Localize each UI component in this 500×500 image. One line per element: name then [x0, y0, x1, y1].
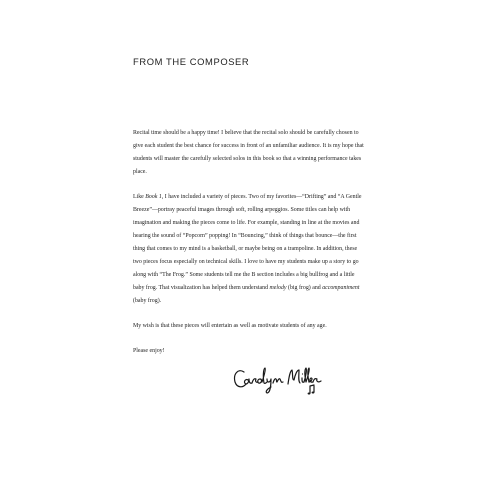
body-paragraph — [133, 191, 365, 308]
letter-body — [133, 127, 365, 370]
italic-text: melody — [269, 285, 287, 291]
paragraph-text: Please enjoy! — [133, 348, 165, 354]
signature — [232, 362, 324, 400]
italic-text: accompaniment — [322, 285, 360, 291]
paragraph-text: , I have included a variety of pieces. Two of my favorites—“Drifting” and “A Gentle Breeze”—portray peaceful images through soft, rolling arpeggios. Some titles can help with imagination and making the pieces come to life. For example, standing in line at the movies and hearing the sound of “Popcorn” popping! In “Bouncing,” think of things that bounce—the first thing that comes to my mind is a basketball, or maybe being on a trampoline. In addition, these two pieces focus especially on technical skills. I love to have my students make up a story to go along with “The Frog.” Some students tell me the B section includes a big bullfrog and a little baby frog. That visualization has helped them understand — [133, 194, 362, 291]
paragraph-text: My wish is that these pieces will entertain as well as motivate students of any age. — [133, 323, 327, 329]
paragraph-text: Like — [133, 194, 146, 200]
body-paragraph — [133, 345, 365, 358]
paragraph-text: (baby frog). — [133, 298, 162, 304]
italic-text: Book 1 — [145, 194, 162, 200]
paragraph-text: (big frog) and — [286, 285, 323, 291]
body-paragraph — [133, 127, 365, 179]
paragraph-text: Recital time should be a happy time! I believe that the recital solo should be carefully chosen to give each student the best chance for success in front of an unfamiliar audience. It is my hope that students will master the carefully selected solos in this book so that a winning performance takes place. — [133, 130, 364, 175]
body-paragraph — [133, 320, 365, 333]
page-heading: FROM THE COMPOSER — [133, 56, 250, 67]
